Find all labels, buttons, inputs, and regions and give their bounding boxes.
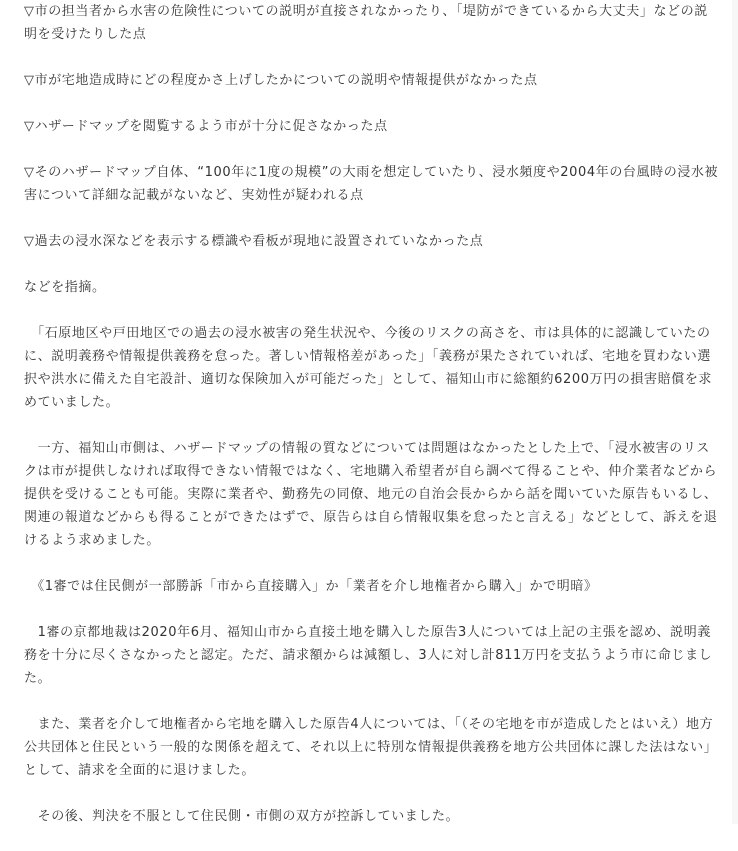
appeal-paragraph: その後、判決を不服として住民側・市側の双方が控訴していました。 xyxy=(37,809,460,824)
city-response-paragraph: 一方、福知山市側は、ハザードマップの情報の質などについては問題はなかったとした上で、「浸水被害のリスクは市が提供しなければ取得できない情報ではなく、宅地購入希望者が自ら調べて得ることや、仲介業者などから提供を受けることも可能。実際に業者や、勤務先の同僚、地元の自治会長からから話を聞いていた原告もいるし、関連の報道などからも得ることができたはずで、原告らは自ら情報収集を怠ったと言える」などとして、訴えを退けるよう求めました。 xyxy=(24,441,718,548)
summary-line: などを指摘。 xyxy=(24,280,106,295)
issue-point-signage: ▽過去の浸水深などを表示する標識や看板が現地に設置されていなかった点 xyxy=(24,234,484,249)
issue-point-hazard-map-prompt: ▽ハザードマップを閲覧するよう市が十分に促さなかった点 xyxy=(24,119,388,134)
plaintiff-claim-paragraph: 「石原地区や戸田地区での過去の浸水被害の発生状況や、今後のリスクの高さを、市は具体的に認識していたのに、説明義務や情報提供義務を怠った。著しい情報格差があった」「義務が果たされていれば、宅地を買わない選択や洪水に備えた自宅設計、適切な保険加入が可能だった」として、福知山市に総額約6200万円の損害賠償を求めていました。 xyxy=(24,326,713,410)
issue-point-hazard-map-effectiveness: ▽そのハザードマップ自体、“100年に1度の規模”の大雨を想定していたり、浸水頻度や2004年の台風時の浸水被害について詳細な記載がないなど、実効性が疑われる点 xyxy=(24,165,719,203)
rejected-claim-paragraph: また、業者を介して地権者から宅地を購入した原告4人については、「（その宅地を市が造成したとはいえ）地方公共団体と住民という一般的な関係を超えて、それ以上に特別な情報提供義務を地方公共団体に課した法はない」として、請求を全面的に退けました。 xyxy=(24,717,718,778)
issue-point-elevation: ▽市が宅地造成時にどの程度かさ上げしたかについての説明や情報提供がなかった点 xyxy=(24,73,538,88)
section-heading: 《1審では住民側が一部勝訴「市から直接購入」か「業者を介し地権者から購入」かで明暗》 xyxy=(37,579,598,594)
scrollbar-track[interactable] xyxy=(732,0,738,824)
article-body xyxy=(24,0,719,851)
first-ruling-paragraph: 1審の京都地裁は2020年6月、福知山市から直接土地を購入した原告3人については上記の主張を認め、説明義務を十分に尽くさなかったと認定。ただ、請求額からは減額し、3人に対し計811万円を支払うよう市に命じました。 xyxy=(24,625,713,686)
issue-point-explanation: ▽市の担当者から水害の危険性についての説明が直接されなかったり、「堤防ができているから大丈夫」などの説明を受けたりした点 xyxy=(24,4,708,42)
